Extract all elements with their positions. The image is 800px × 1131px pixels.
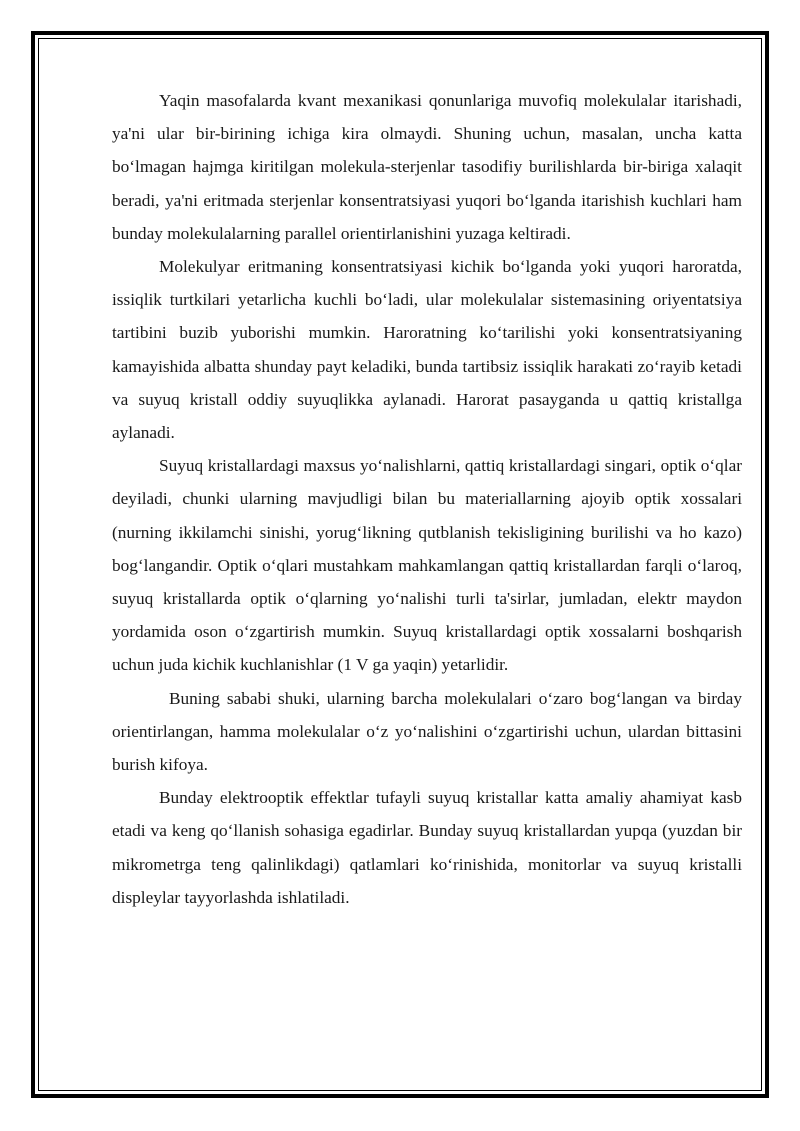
paragraph-2: Molekulyar eritmaning konsentratsiyasi kichik bo‘lganda yoki yuqori haroratda, issiqlik turtkilari yetarlicha kuchli bo‘ladi, ular molekulalar sistemasining oriyentatsiya tartibini buzib yuborishi mumkin. Haroratning ko‘tarilishi yoki konsentratsiyaning kamayishida albatta shunday payt keladiki, bunda tartibsiz issiqlik harakati zo‘rayib ketadi va suyuq kristall oddiy suyuqlikka aylanadi. Harorat pasayganda u qattiq kristallga aylanadi. [112,257,742,443]
paragraph-3: Suyuq kristallardagi maxsus yo‘nalishlarni, qattiq kristallardagi singari, optik o‘qlar deyiladi, chunki ularning mavjudligi bilan bu materiallarning ajoyib optik xossalari (nurning ikkilamchi sinishi, yorug‘likning qutblanish tekisligining burilishi va ho kazo) bog‘langandir. Optik o‘qlari mustahkam mahkamlangan qattiq kristallardan farqli o‘laroq, suyuq kristallarda optik o‘qlarning yo‘nalishi turli ta'sirlar, jumladan, elektr maydon yordamida oson o‘zgartirish mumkin. Suyuq kristallardagi optik xossalarni boshqarish uchun juda kichik kuchlanishlar (1 V ga yaqin) yetarlidir. [112,456,742,675]
paragraph-4: Buning sababi shuki, ularning barcha molekulalari o‘zaro bog‘langan va birday orientirlangan, hamma molekulalar o‘z yo‘nalishini o‘zgartirishi uchun, ulardan bittasini burish kifoya. [112,688,742,775]
document-body [112,84,742,914]
paragraph-1: Yaqin masofalarda kvant mexanikasi qonunlariga muvofiq molekulalar itarishadi, ya'ni ular bir-birining ichiga kira olmaydi. Shuning uchun, masalan, uncha katta bo‘lmagan hajmga kiritilgan molekula-sterjenlar tasodifiy burilishlarda bir-biriga xalaqit beradi, ya'ni eritmada sterjenlar konsentratsiyasi yuqori bo‘lganda itarishish kuchlari ham bunday molekulalarning parallel orientirlanishini yuzaga keltiradi. [112,91,742,243]
paragraph-5: Bunday elektrooptik effektlar tufayli suyuq kristallar katta amaliy ahamiyat kasb etadi va keng qo‘llanish sohasiga egadirlar. Bunday suyuq kristallardan yupqa (yuzdan bir mikrometrga teng qalinlikdagi) qatlamlari ko‘rinishida, monitorlar va suyuq kristalli displeylar tayyorlashda ishlatiladi. [112,788,742,907]
